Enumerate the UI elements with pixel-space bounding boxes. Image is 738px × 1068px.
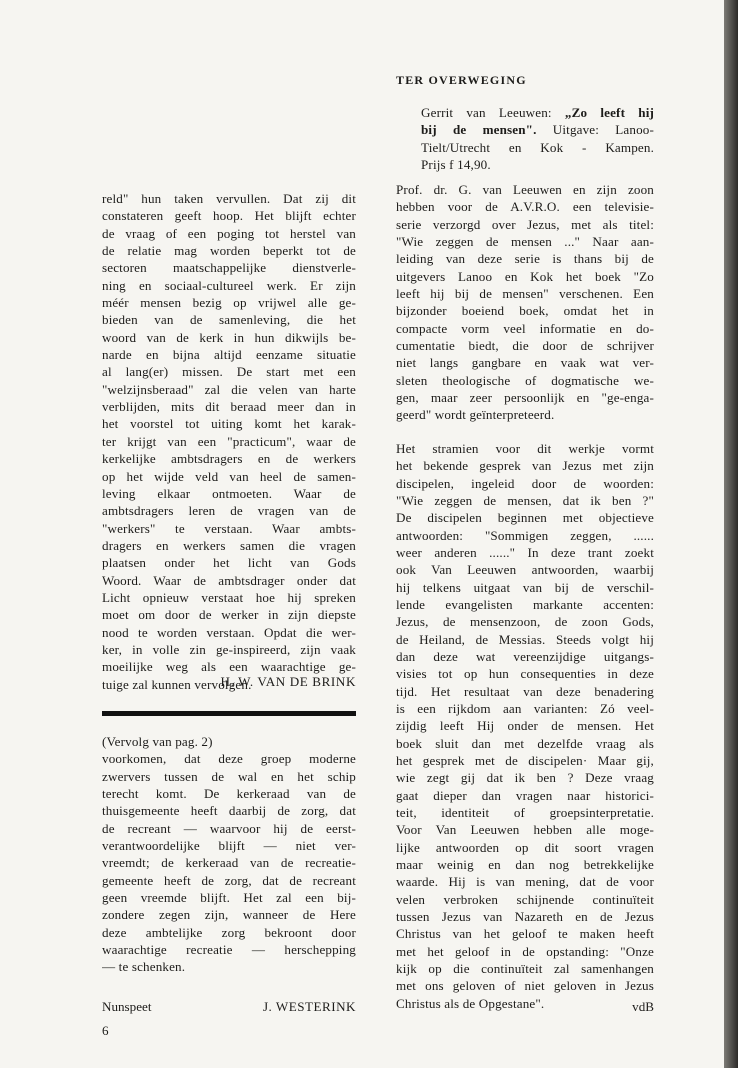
footer-author: J. WESTERINK xyxy=(262,999,356,1014)
text-line: gaat dieper dan vragen naar historici- xyxy=(396,787,654,803)
paragraph-gap xyxy=(396,424,654,440)
text-line: visies tot op hun consequenties in deze xyxy=(396,666,654,682)
book-reference-line xyxy=(421,121,654,138)
text-line: verblijden, mits dit beraad meer dan in xyxy=(102,399,356,415)
text-line: Licht opnieuw verstaat hoe hij spreken xyxy=(102,589,356,605)
text-line: maar weinig en dan nog betrekkelijke xyxy=(396,857,654,873)
text-line: velen verbroken schijnende continuïteit xyxy=(396,891,654,907)
text-line: de Heiland, de Messias. Steeds volgt hij xyxy=(396,631,654,647)
author-signature: H. W. VAN DE BRINK xyxy=(220,674,356,689)
text-line: méér mensen bezig op vrijwel alle ge- xyxy=(102,295,356,311)
book-reference-text: Gerrit van Leeuwen: xyxy=(421,105,565,120)
text-line: dragers en werkers samen die vragen xyxy=(102,537,356,553)
text-line: — te schenken. xyxy=(102,959,186,975)
text-line: niet langs gangbare en vaak wat ver- xyxy=(396,355,654,371)
text-line: "Wie zeggen de mensen, dat ik ben ?" xyxy=(396,492,654,508)
text-line: het bekende gesprek van Jezus met zijn xyxy=(396,458,654,474)
text-line: "werkers" te verstaan. Waar ambts- xyxy=(102,520,356,536)
text-line: leeft hij bij de mensen" verschenen. Een xyxy=(396,286,654,302)
text-line: sectoren maatschappelijke dienstverle- xyxy=(102,260,356,276)
text-line: Christus van het geloof te maken heeft xyxy=(396,926,654,942)
text-line: weer anderen ......" In deze trant zoekt xyxy=(396,544,654,560)
continued-article-text xyxy=(102,733,356,976)
text-line: ker, in volle zin ge-inspireerd, zijn vaak xyxy=(102,641,356,657)
text-line: leiding van deze serie is thans bij de xyxy=(396,251,654,267)
text-line: waarachtige recreatie — herschepping xyxy=(102,942,356,958)
text-line: geerd" wordt geïnterpreteerd. xyxy=(396,407,555,423)
text-line: Prof. dr. G. van Leeuwen en zijn zoon xyxy=(396,182,654,197)
text-line: compacte vorm veel informatie en do- xyxy=(396,320,654,336)
text-line: lende evangelisten markante accenten: xyxy=(396,596,654,612)
text-line: tussen Jezus van Nazareth en de Jezus xyxy=(396,909,654,925)
text-line: constateren geeft hoop. Het blijft echter xyxy=(102,208,356,224)
text-line: "welzijnsberaad" zal die velen van harte xyxy=(102,381,356,397)
review-signature: vdB xyxy=(632,999,654,1014)
text-line: leving elkaar ontmoeten. Waar de xyxy=(102,485,356,501)
text-line: met ons geloven of niet geloven in Jezus xyxy=(396,978,654,994)
text-line: "Wie zeggen de mensen ..." Naar aan- xyxy=(396,234,654,250)
text-line: zwervers tussen de wal en het schip xyxy=(102,768,356,784)
review-paragraph-2 xyxy=(396,440,654,1012)
text-line: is een rijkdom aan varianten: Zó veel- xyxy=(396,700,654,716)
text-line: cumentatie biedt, die door de schrijver xyxy=(396,338,654,354)
text-line: Christus als de Opgestane". xyxy=(396,995,545,1011)
book-reference-text: Uitgave: Lanoo- xyxy=(536,122,654,138)
book-reference-line: Prijs f 14,90. xyxy=(421,157,491,173)
text-line: zondere zegen zijn, wanneer de Here xyxy=(102,907,356,923)
text-line: de vraag of een poging tot herstel van xyxy=(102,225,356,241)
text-line: hij telkens uitgaat van bij de verschil- xyxy=(396,579,654,595)
text-line: het gesprek met de discipelen· Maar gij, xyxy=(396,753,654,768)
right-column-text xyxy=(396,181,654,1012)
footer-place: Nunspeet xyxy=(102,999,152,1014)
text-line: lijke antwoorden op dit soort vragen xyxy=(396,839,654,855)
text-line: terecht komt. De kerkeraad van de xyxy=(102,786,356,802)
text-line: ning en sociaal-cultureel werk. Er zijn xyxy=(102,277,356,293)
text-line: hebben voor de A.V.R.O. een televisie- xyxy=(396,199,654,215)
text-line: bieden van de samenleving, die het xyxy=(102,312,356,328)
text-line: ter krijgt van een "practicum", waar de xyxy=(102,433,356,449)
page-number: 6 xyxy=(102,1023,109,1038)
text-line: de relatie mag worden beperkt tot de xyxy=(102,243,356,259)
text-line: vreemdt; de kerkeraad van de recreatie- xyxy=(102,855,356,871)
text-line: nood te worden verstaan. Opdat die wer- xyxy=(102,624,356,640)
text-line: kijk op die continuïteit zal samenhangen xyxy=(396,961,654,977)
review-paragraph-1 xyxy=(396,181,654,424)
text-line: moet om door de werker in zijn diepste xyxy=(102,607,356,623)
text-line: De discipelen beginnen met objectieve xyxy=(396,510,654,526)
text-line: sleten theologische of dogmatische we- xyxy=(396,372,654,388)
text-line: verantwoordelijke blijft — niet ver- xyxy=(102,838,356,854)
text-line: Het stramien voor dit werkje vormt xyxy=(396,440,654,456)
text-line: het voorstel tot uiting komt het karak- xyxy=(102,416,356,432)
text-line: boek sluit dan met dezelfde vraag als xyxy=(396,735,654,751)
text-line: zijdig leeft Hij onder de mensen. Het xyxy=(396,718,654,734)
text-line: uitgevers Lanoo en Kok het boek "Zo xyxy=(396,268,654,284)
book-title: „Zo leeft hij xyxy=(564,105,654,120)
text-line: waarde. Hij is van mening, dat de voor xyxy=(396,874,654,890)
text-line: Jezus, de mensenzoon, de zoon Gods, xyxy=(396,614,654,630)
text-line: geen vreemde blijft. Het zal een bij- xyxy=(102,890,356,906)
text-line: kerkelijke ambtsdragers en de werkers xyxy=(102,451,356,467)
text-line: plaatsen onder het licht van Gods xyxy=(102,555,356,571)
text-line: discipelen, ingeleid door de woorden: xyxy=(396,475,654,491)
text-line: woord van de kerk in hun dikwijls be- xyxy=(102,329,356,345)
text-line: voorkomen, dat deze groep moderne xyxy=(102,751,356,767)
text-line: tijd. Het resultaat van deze benadering xyxy=(396,683,654,699)
text-line: gen, maar zeer persoonlijk en "ge-enga- xyxy=(396,390,654,406)
text-line: wie zegt gij dat ik ben ? Deze vraag xyxy=(396,770,654,786)
text-line: op het wijde veld van heel de samen- xyxy=(102,468,356,484)
text-line: tuige zal kunnen vervolgen. xyxy=(102,676,252,692)
text-line: thuisgemeente heeft daarbij de zorg, dat xyxy=(102,803,356,819)
section-heading: TER OVERWEGING xyxy=(396,73,527,87)
text-line: Voor Van Leeuwen hebben alle moge- xyxy=(396,822,654,838)
text-line: antwoorden: "Sommigen zeggen, ...... xyxy=(396,527,654,543)
text-line: met het geloof in de opstanding: "Onze xyxy=(396,943,654,959)
text-line: narde en bijna altijd eenzame situatie xyxy=(102,347,356,363)
text-line: Woord. Waar de ambtsdrager onder dat xyxy=(102,572,356,588)
book-title: bij de mensen". xyxy=(421,122,537,138)
left-column-text xyxy=(102,190,356,693)
text-line: serie verzorgd over Jezus, met als titel: xyxy=(396,216,654,232)
text-line: dan deze wat vereenzijdige uitgangs- xyxy=(396,648,654,664)
book-reference-line xyxy=(421,104,654,121)
text-line: ambtsdragers leren de vragen van de xyxy=(102,503,356,519)
separator-rule xyxy=(102,711,356,716)
book-reference xyxy=(421,104,654,173)
scan-edge-shadow xyxy=(724,0,738,1068)
text-line: reld" hun taken vervullen. Dat zij dit xyxy=(102,191,356,206)
text-line: al lang(er) missen. De start met een xyxy=(102,364,356,380)
book-reference-line: Tielt/Utrecht en Kok - Kampen. xyxy=(421,139,654,155)
text-line: de recreant — waarvoor hij de eerst- xyxy=(102,820,356,836)
text-line: gemeente heeft de zorg, dat de recreant xyxy=(102,872,356,888)
text-line: bijzonder boeiend boek, omdat het in xyxy=(396,303,654,319)
text-line: teit, identiteit of groepsinterpretatie. xyxy=(396,805,654,821)
text-line: moeilijke weg als een waarachtige ge- xyxy=(102,659,356,675)
text-line: (Vervolg van pag. 2) xyxy=(102,734,213,749)
text-line: ook Van Leeuwen antwoorden, waarbij xyxy=(396,562,654,578)
text-line: deze ambtelijke zorg bekroont door xyxy=(102,924,356,940)
